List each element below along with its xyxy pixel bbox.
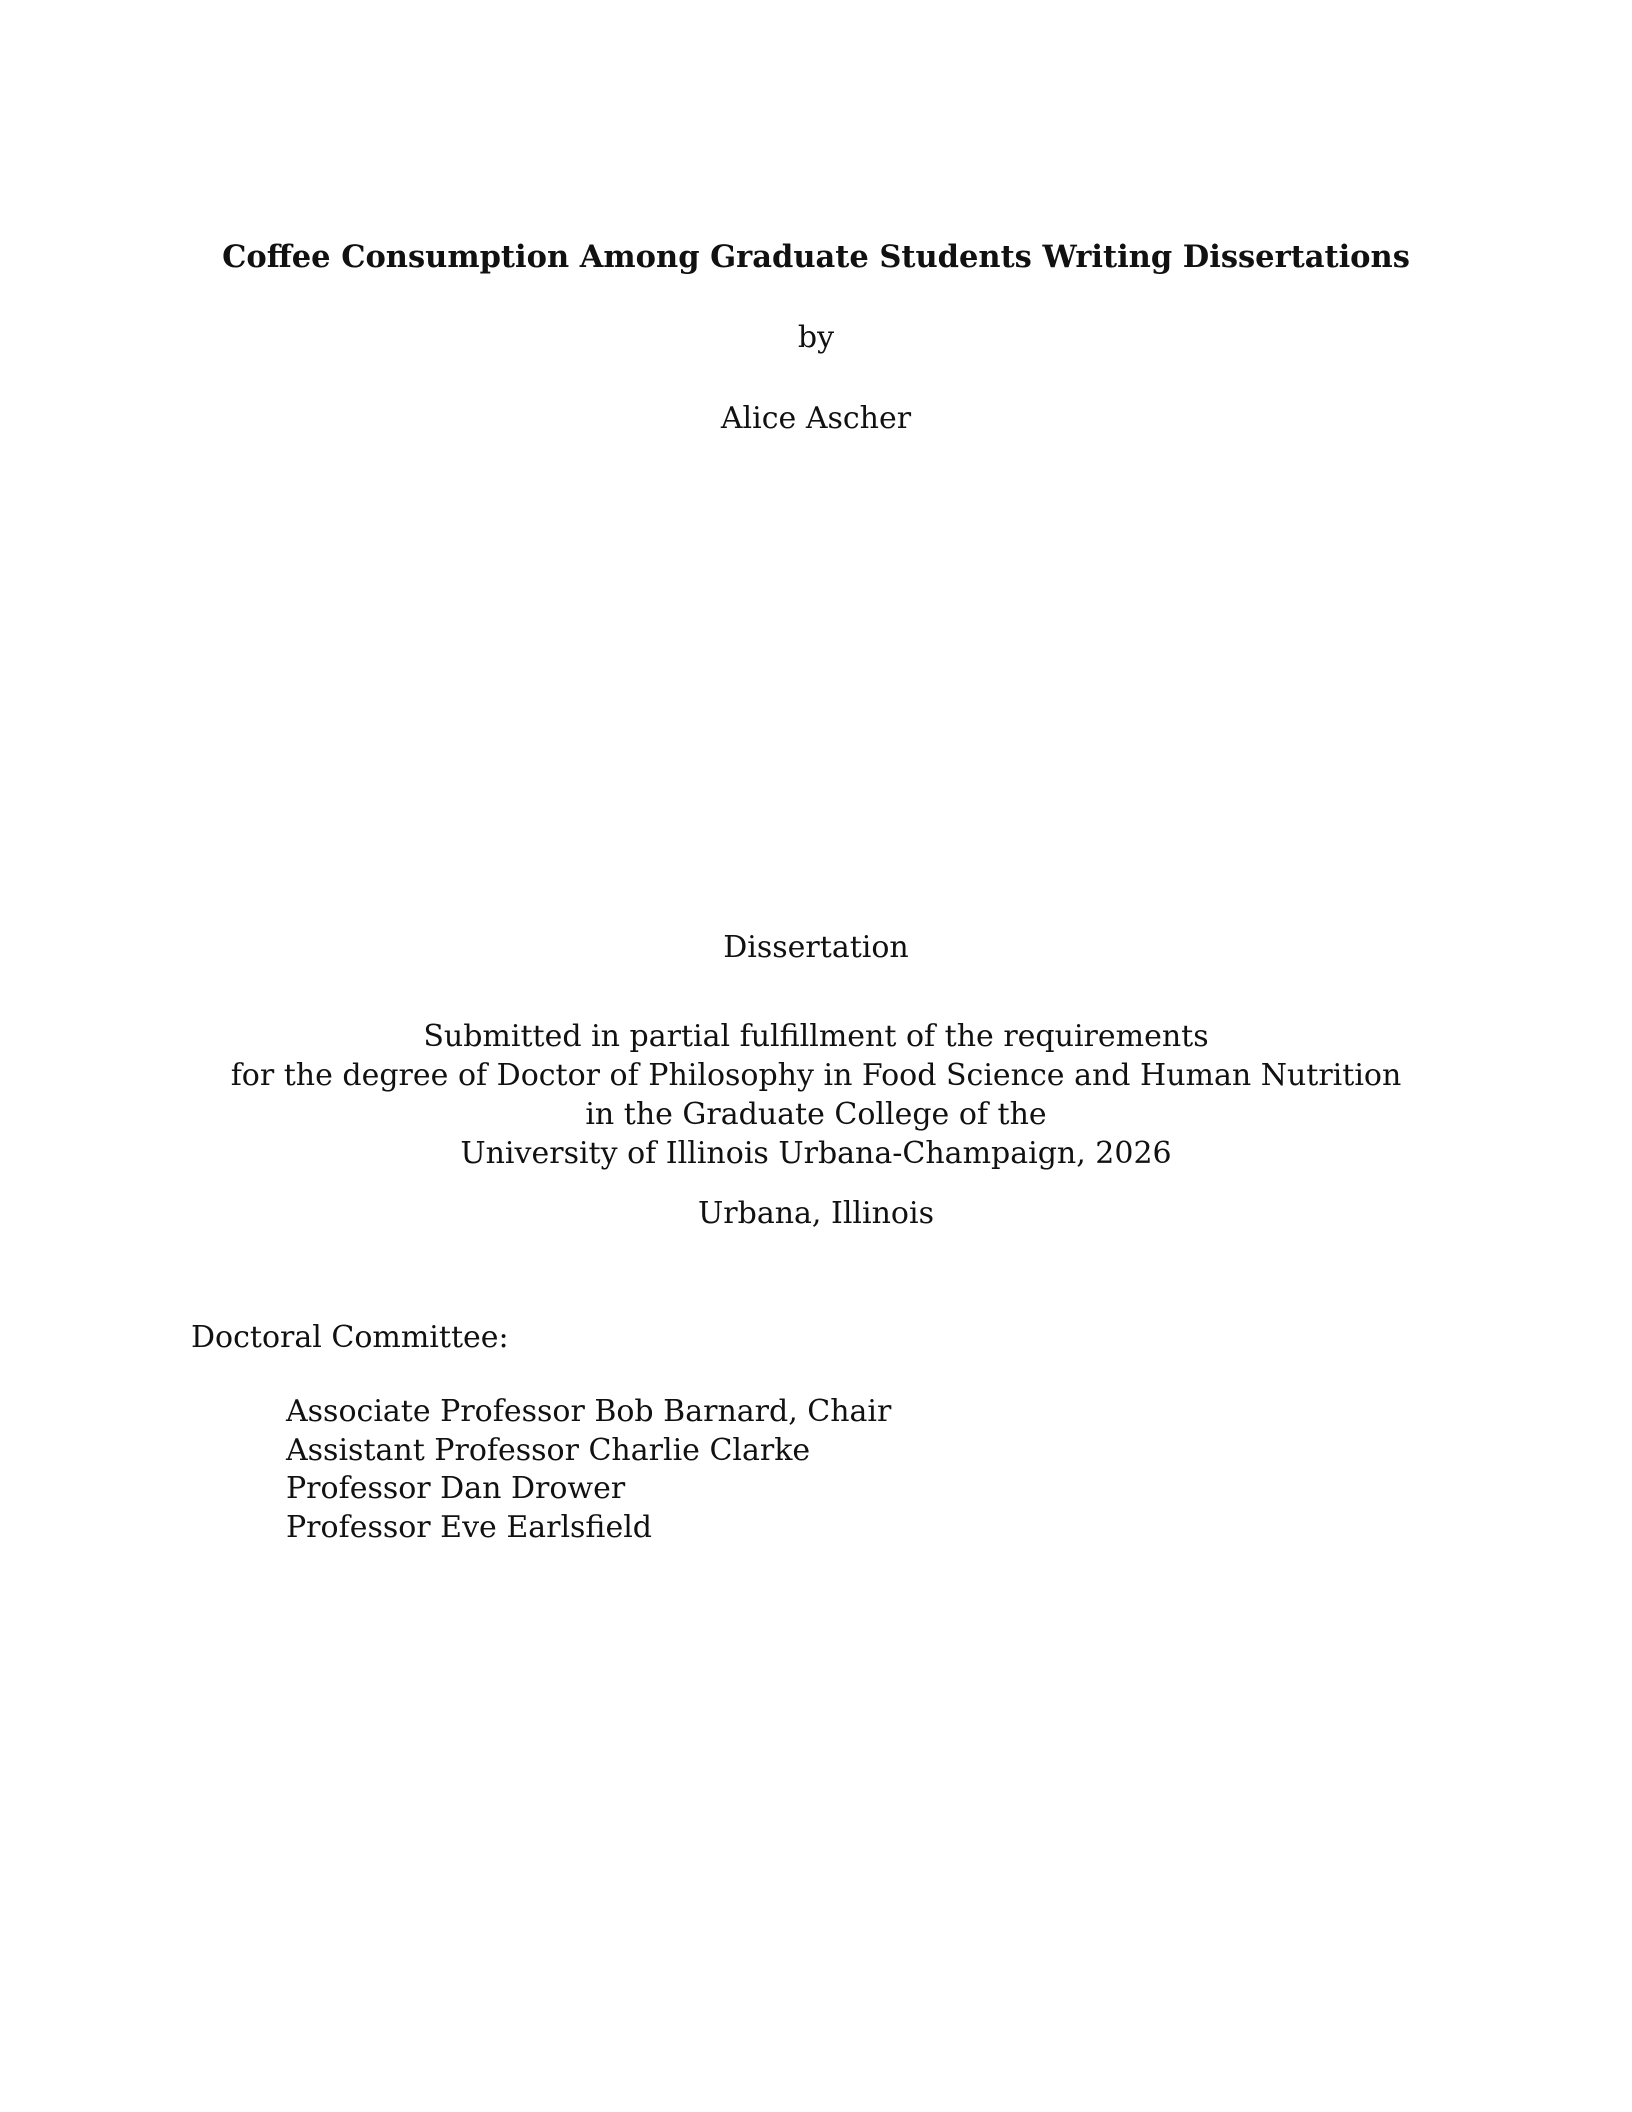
author-name: Alice Ascher bbox=[720, 401, 912, 436]
requirements-line: in the Graduate College of the bbox=[585, 1097, 1047, 1132]
committee-member: Assistant Professor Charlie Clarke bbox=[286, 1432, 811, 1468]
committee-member: Professor Eve Earlsfield bbox=[286, 1509, 652, 1545]
committee-list bbox=[286, 1393, 891, 1547]
requirements-line: for the degree of Doctor of Philosophy in Food Science and Human Nutrition bbox=[230, 1058, 1402, 1093]
requirements-line: Submitted in partial fulfillment of the requirements bbox=[423, 1019, 1209, 1054]
requirements-line: University of Illinois Urbana-Champaign, 2026 bbox=[460, 1136, 1172, 1171]
location: Urbana, Illinois bbox=[697, 1196, 934, 1231]
dissertation-title: Coffee Consumption Among Graduate Students Writing Dissertations bbox=[222, 239, 1410, 275]
by-line: by bbox=[797, 320, 835, 355]
document-type: Dissertation bbox=[723, 930, 909, 965]
requirements-statement bbox=[0, 1017, 1632, 1173]
committee-heading: Doctoral Committee: bbox=[191, 1320, 509, 1355]
committee-member: Professor Dan Drower bbox=[286, 1471, 626, 1506]
committee-member: Associate Professor Bob Barnard, Chair bbox=[286, 1394, 892, 1429]
